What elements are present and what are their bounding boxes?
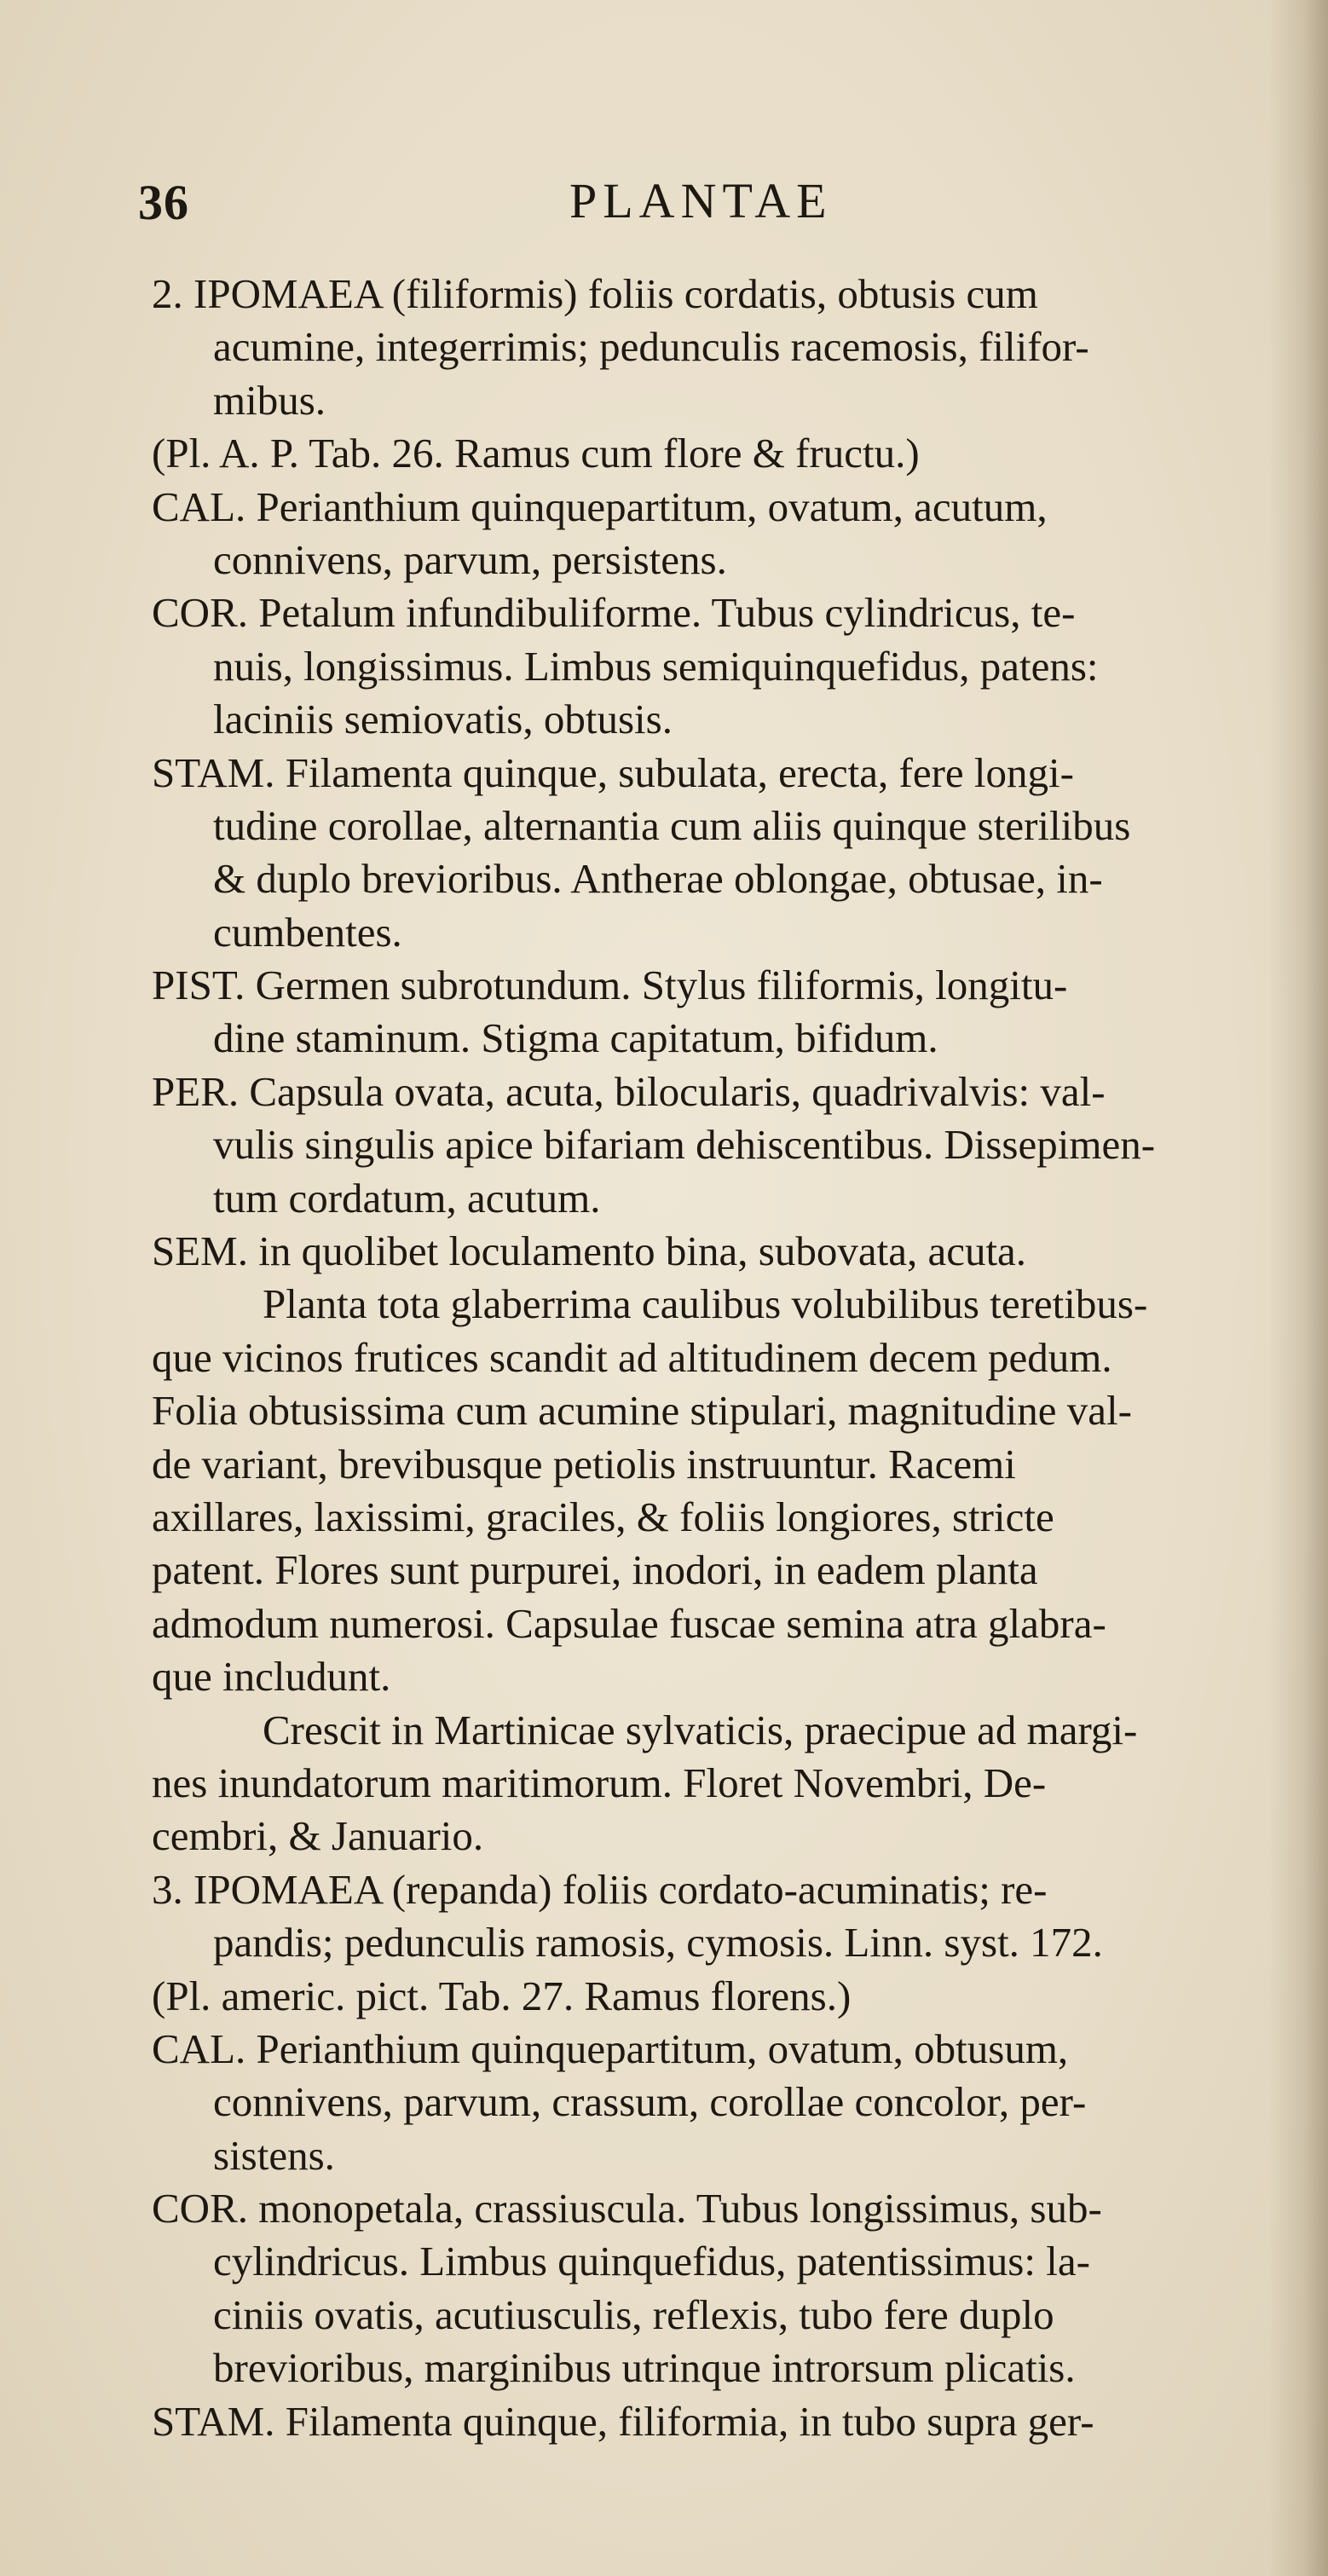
- text-line: brevioribus, marginibus utrinque introrsum plicatis.: [213, 2344, 1076, 2392]
- page-number: 36: [138, 175, 189, 230]
- text-line: (Pl. A. P. Tab. 26. Ramus cum flore & fructu.): [152, 430, 920, 477]
- text-line: acumine, integerrimis; pedunculis racemosis, filifor-: [213, 323, 1089, 371]
- text-line: vulis singulis apice bifariam dehiscentibus. Dissepimen-: [213, 1121, 1156, 1169]
- text-line: que includunt.: [152, 1653, 391, 1701]
- text-line: SEM. in quolibet loculamento bina, subovata, acuta.: [152, 1227, 1027, 1275]
- text-line: tudine corollae, alternantia cum aliis quinque sterilibus: [213, 801, 1131, 849]
- text-line: admodum numerosi. Capsulae fuscae semina atra glabra-: [152, 1599, 1106, 1647]
- text-line: patent. Flores sunt purpurei, inodori, in eadem planta: [152, 1546, 1038, 1594]
- text-line: CAL. Perianthium quinquepartitum, ovatum, acutum,: [152, 482, 1048, 530]
- text-line: PER. Capsula ovata, acuta, bilocularis, quadrivalvis: val-: [152, 1067, 1106, 1115]
- text-line: STAM. Filamenta quinque, subulata, erecta, fere longi-: [152, 748, 1074, 796]
- text-line: ciniis ovatis, acutiusculis, reflexis, tubo fere duplo: [213, 2290, 1054, 2338]
- text-line: 2. IPOMAEA (filiformis) foliis cordatis, obtusis cum: [152, 270, 1038, 317]
- text-line: STAM. Filamenta quinque, filiformia, in tubo supra ger-: [152, 2397, 1094, 2445]
- text-line: que vicinos frutices scandit ad altitudinem decem pedum.: [152, 1333, 1112, 1381]
- text-line: Planta tota glaberrima caulibus volubilibus teretibus-: [263, 1280, 1148, 1328]
- text-line: & duplo brevioribus. Antherae oblongae, obtusae, in-: [213, 855, 1103, 903]
- text-line: PIST. Germen subrotundum. Stylus filiformis, longitu-: [152, 962, 1068, 1009]
- text-line: COR. Petalum infundibuliforme. Tubus cylindricus, te-: [152, 589, 1076, 637]
- text-line: CAL. Perianthium quinquepartitum, ovatum, obtusum,: [152, 2024, 1069, 2072]
- text-line: dine staminum. Stigma capitatum, bifidum.: [213, 1014, 938, 1062]
- text-line: pandis; pedunculis ramosis, cymosis. Linn. syst. 172.: [213, 1919, 1103, 1967]
- text-line: Crescit in Martinicae sylvaticis, praecipue ad margi-: [263, 1706, 1138, 1753]
- text-line: Folia obtusissima cum acumine stipulari, magnitudine val-: [152, 1387, 1132, 1435]
- text-line: connivens, parvum, crassum, corollae concolor, per-: [213, 2078, 1087, 2126]
- text-line: sistens.: [213, 2131, 335, 2179]
- text-line: 3. IPOMAEA (repanda) foliis cordato-acuminatis; re-: [152, 1865, 1048, 1913]
- text-line: cembri, & Januario.: [152, 1812, 484, 1860]
- body-text: [152, 268, 1302, 2448]
- text-line: nuis, longissimus. Limbus semiquinquefidus, patens:: [213, 642, 1099, 690]
- text-line: axillares, laxissimi, graciles, & foliis longiores, stricte: [152, 1493, 1054, 1540]
- text-line: de variant, brevibusque petiolis instruuntur. Racemi: [152, 1440, 1016, 1487]
- text-line: COR. monopetala, crassiuscula. Tubus longissimus, sub-: [152, 2185, 1102, 2232]
- text-line: laciniis semiovatis, obtusis.: [213, 696, 673, 743]
- text-line: cylindricus. Limbus quinquefidus, patentissimus: la-: [213, 2238, 1090, 2285]
- text-line: (Pl. americ. pict. Tab. 27. Ramus florens.): [152, 1972, 852, 2019]
- running-title: PLANTAE: [569, 173, 833, 228]
- text-line: tum cordatum, acutum.: [213, 1174, 601, 1222]
- text-line: cumbentes.: [213, 908, 402, 956]
- text-line: connivens, parvum, persistens.: [213, 535, 727, 583]
- text-line: nes inundatorum maritimorum. Floret Novembri, De-: [152, 1759, 1047, 1806]
- text-line: mibus.: [213, 376, 326, 424]
